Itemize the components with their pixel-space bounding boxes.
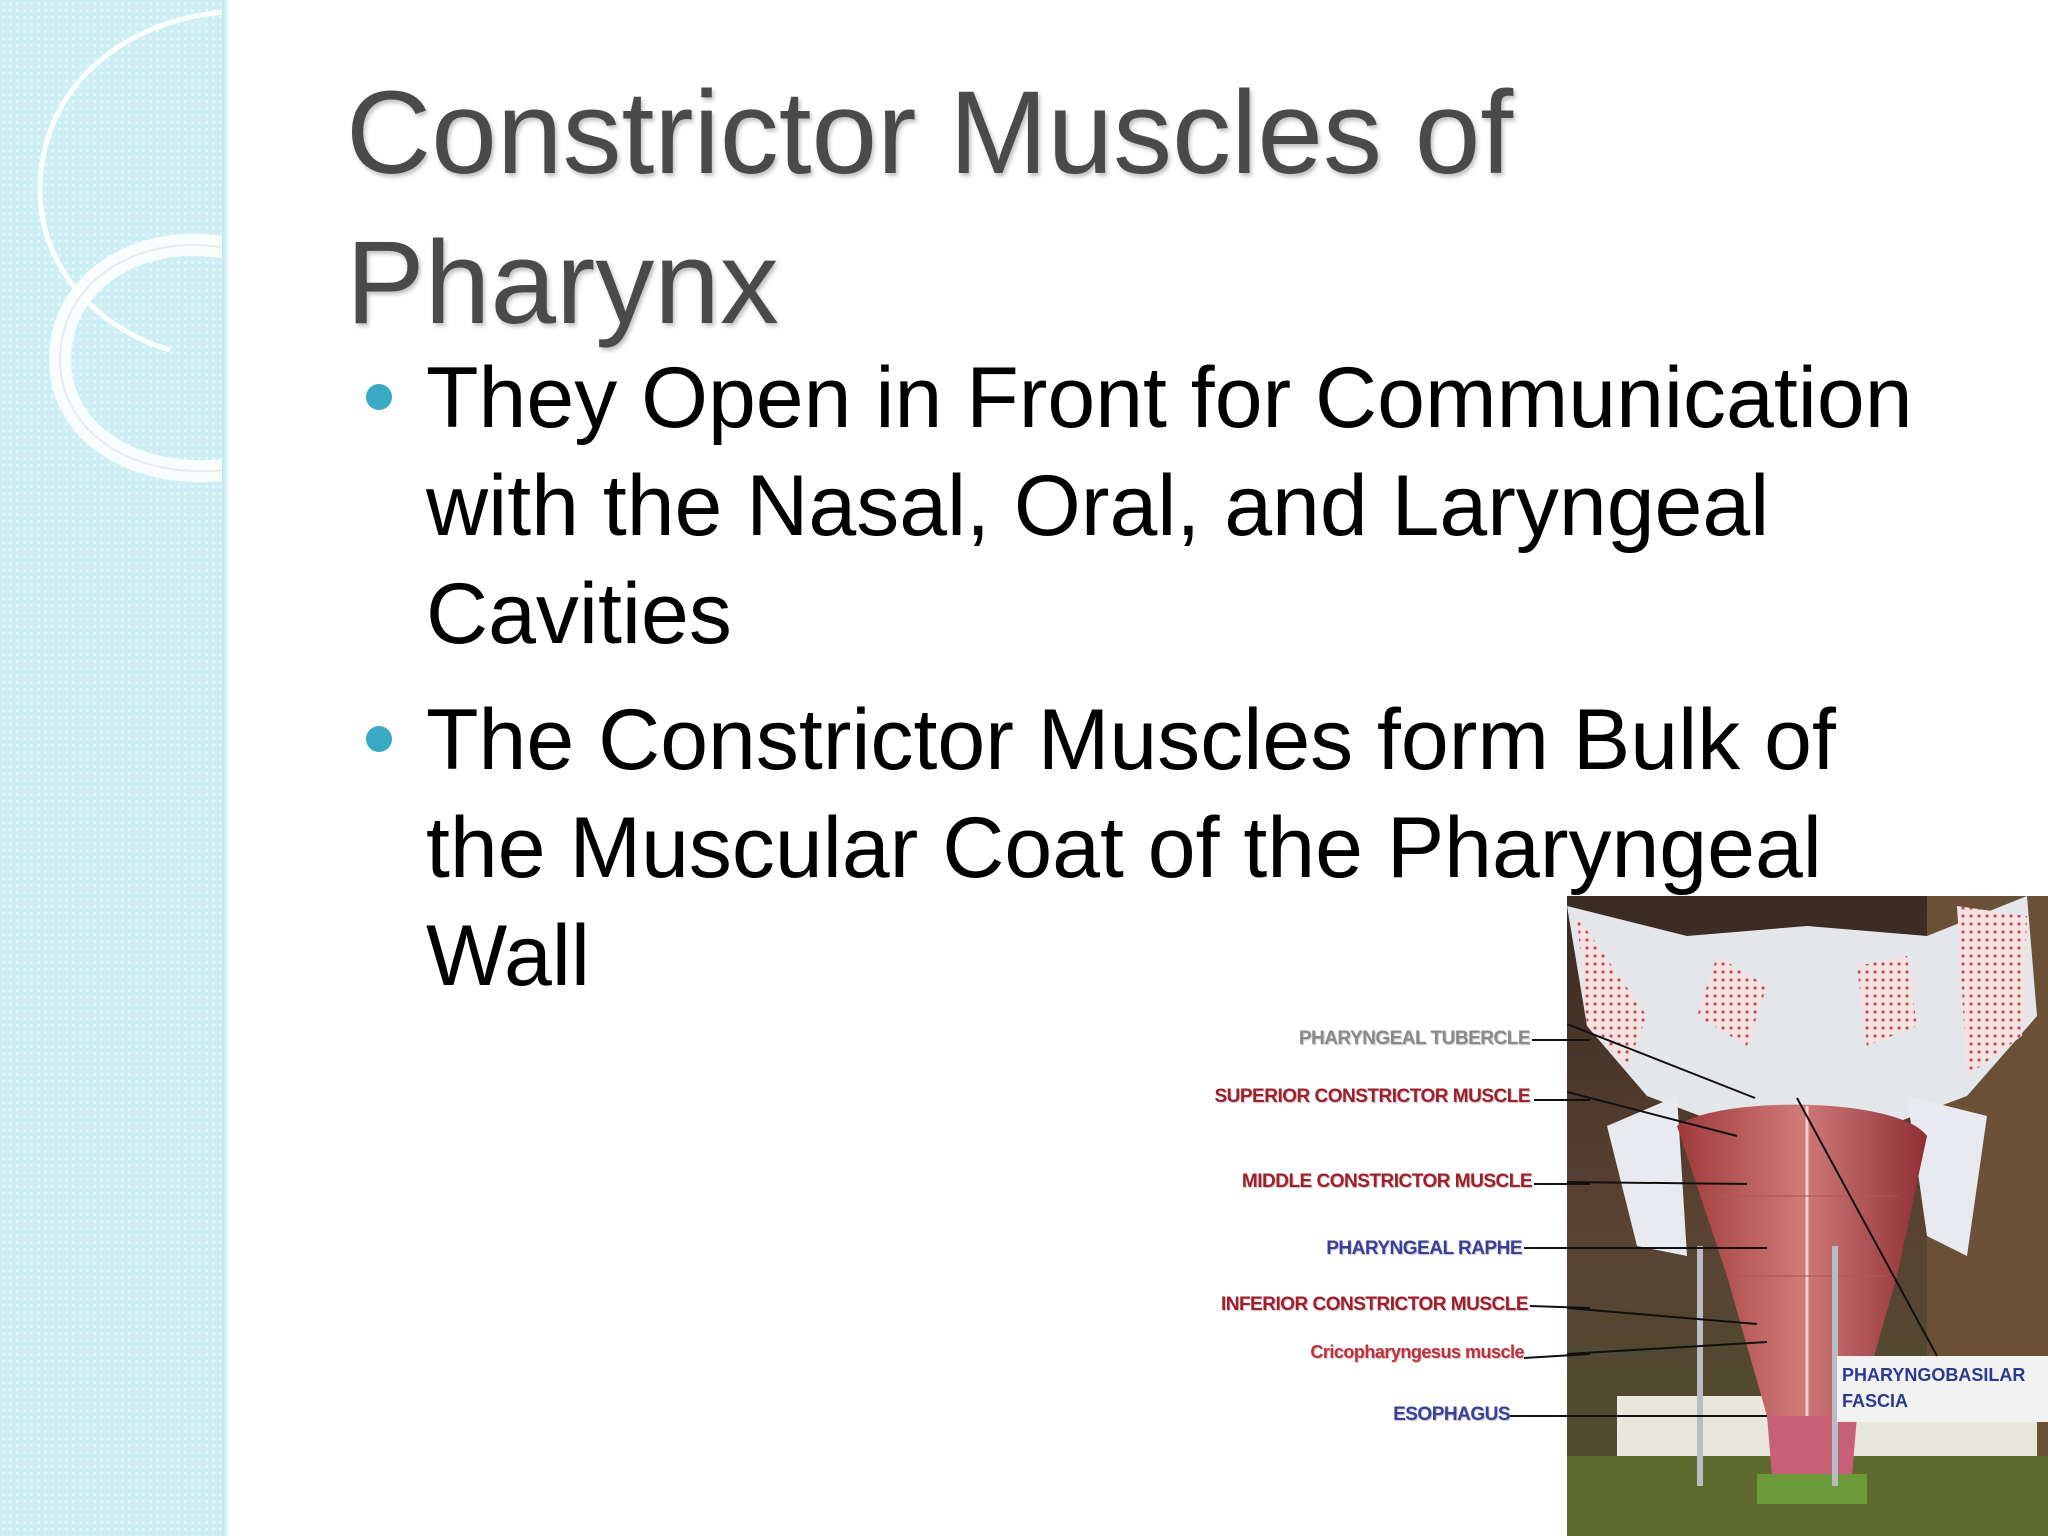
bullet-dot-icon — [366, 384, 392, 410]
bullet-item — [360, 344, 1940, 668]
label-superior-constrictor: SUPERIOR CONSTRICTOR MUSCLE — [1214, 1086, 1530, 1107]
label-pharyngeal-raphe: PHARYNGEAL RAPHE — [1326, 1238, 1522, 1259]
label-leader-lines — [1210, 896, 1590, 1536]
label-pharyngeal-tubercle: PHARYNGEAL TUBERCLE — [1298, 1028, 1530, 1049]
anatomy-figure — [1210, 896, 2048, 1536]
bullet-dot-icon — [366, 726, 392, 752]
slide-title: Constrictor Muscles of Pharynx — [346, 67, 1514, 349]
label-middle-constrictor: MIDDLE CONSTRICTOR MUSCLE — [1241, 1171, 1532, 1192]
anatomy-model-photo — [1567, 896, 2048, 1536]
bullet-text: The Constrictor Muscles form Bulk of the Muscular Coat of the Pharyngeal Wall — [426, 692, 1836, 1004]
decorative-side-band — [0, 0, 226, 1536]
label-cricopharyngeus: Cricopharyngesus muscle — [1310, 1342, 1524, 1362]
label-pharyngobasilar-fascia: PHARYNGOBASILAR FASCIA — [1842, 1365, 2026, 1411]
label-esophagus: ESOPHAGUS — [1393, 1404, 1510, 1425]
label-inferior-constrictor: INFERIOR CONSTRICTOR MUSCLE — [1220, 1294, 1528, 1315]
bullet-text: They Open in Front for Communication with the Nasal, Oral, and Laryngeal Cavities — [426, 350, 1913, 662]
decorative-rings-graphic — [0, 0, 226, 1536]
